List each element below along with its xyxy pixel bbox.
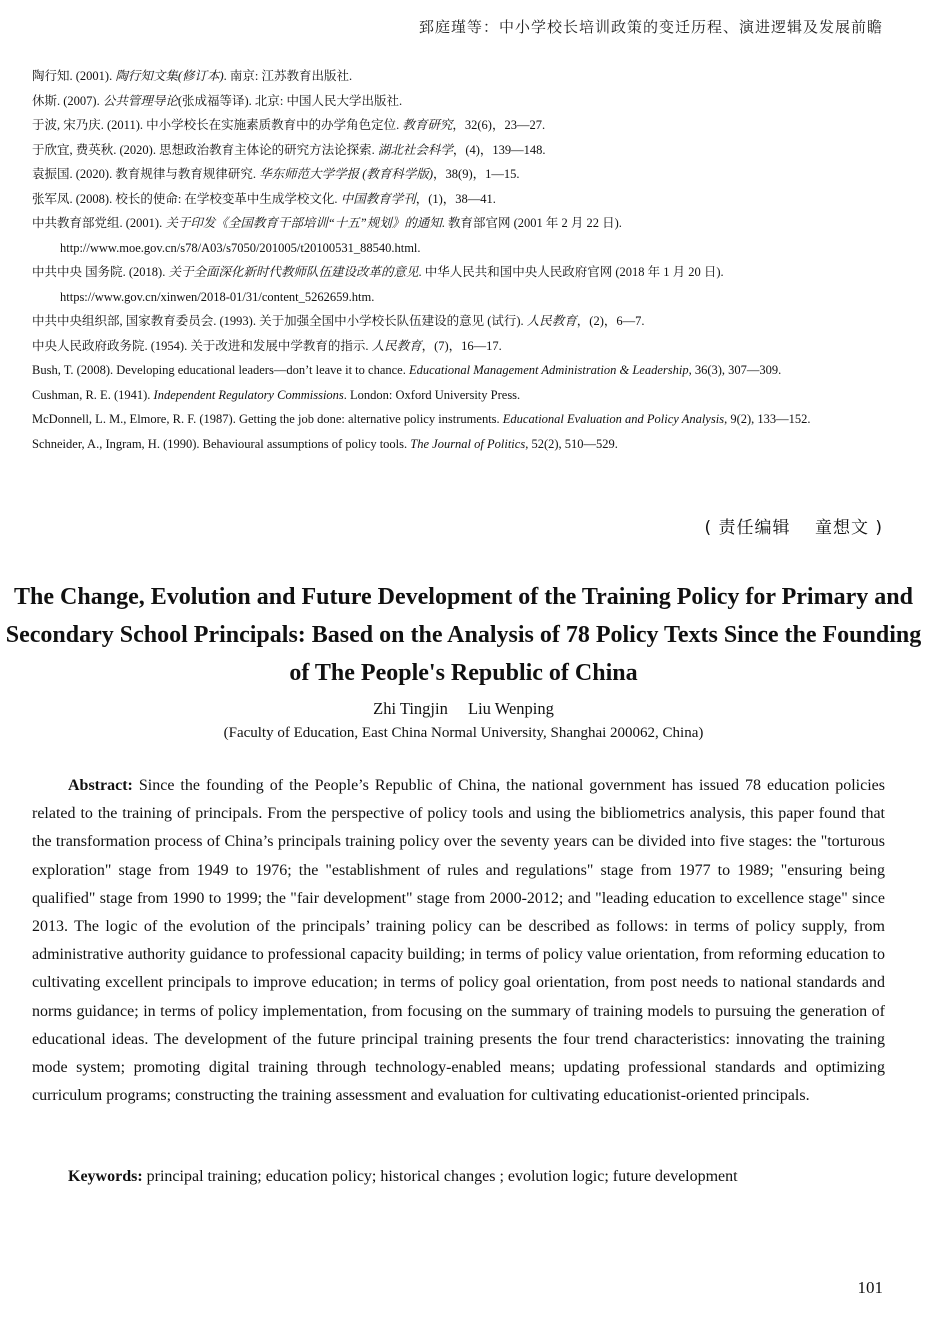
affiliation: (Faculty of Education, East China Normal University, Shanghai 200062, China) [223, 725, 704, 741]
reference-item: 中共教育部党组. (2001). 关于印发《全国教育干部培训“十五”规划》的通知. 教育部官网 (2001 年 2 月 22 日). http://www.moe.gov.cn/s78/A03/s7050/201005/t20100531_88540.html. [32, 216, 622, 255]
keywords-label: Keywords: [68, 1168, 143, 1185]
reference-item: 中共中央 国务院. (2018). 关于全面深化新时代教师队伍建设改革的意见. 中华人民共和国中央人民政府官网 (2018 年 1 月 20 日). https://www.gov.cn/xinwen/2018-01/31/content_5262659.htm. [32, 265, 724, 304]
reference-item: 中央人民政府政务院. (1954). 关于改进和发展中学教育的指示. 人民教育，(7)，16—17. [32, 338, 502, 353]
abstract-text: Since the founding of the People’s Republic of China, the national government has issued 78 education policies related to the training of principals. From the perspective of policy tools and using the bibliometrics analysis, this paper found that the transformation process of China’s principals training policy over the seventy years can be divided into five stages: the "torturous exploration" stage from 1949 to 1976; the "establishment of rules and regulations" stage from 1977 to 1989; "ensuring being qualified" stage from 1990 to 1999; the "fair development" stage from 2000-2012; and "leading education to excellence stage" since 2013. The logic of the evolution of the principals’ training policy can be described as follows: in terms of policy supply, from administrative authority guidance to professional capacity building; in terms of policy value orientation, from reforming education to cultivating excellent principals to improve education; in terms of policy goal orientation, from post needs to national standards and norms guidance; in terms of policy implementation, from focusing on the summary of training models to pursuing the generation of educational ideas. The development of the future principal training presents the four trend characteristics: innovating the training mode system; promoting digital training through technology-enabled means; updating professional standards and optimizing curriculum programs; constructing the training assessment and evaluation for cultivating educationist-oriented principals. [32, 777, 885, 1105]
reference-item: 休斯. (2007). 公共管理导论(张成福等译). 北京: 中国人民大学出版社. [32, 93, 403, 108]
abstract [32, 772, 885, 1110]
reference-item: 袁振国. (2020). 教育规律与教育规律研究. 华东师范大学学报 (教育科学版)，38(9)，1—15. [32, 167, 520, 181]
reference-list [32, 64, 885, 456]
author-name: Liu Wenping [467, 699, 554, 718]
keywords-text: principal training; education policy; historical changes ; evolution logic; future development [142, 1168, 738, 1185]
keywords [68, 1165, 885, 1189]
reference-item: 张军凤. (2008). 校长的使命: 在学校变革中生成学校文化. 中国教育学刊，(1)，38—41. [32, 191, 496, 206]
author-line [0, 699, 927, 719]
reference-item: 于欣宜, 费英秋. (2020). 思想政治教育主体论的研究方法论探索. 湖北社会科学，(4)，139—148. [32, 142, 546, 157]
page-number: 101 [857, 1278, 883, 1297]
running-head: 郅庭瑾等：中小学校长培训政策的变迁历程、演进逻辑及发展前瞻 [418, 18, 883, 36]
reference-item: McDonnell, L. M., Elmore, R. F. (1987). Getting the job done: alternative policy instruments. Educational Evaluation and Policy Analysis, 9(2), 133—152. [32, 412, 811, 426]
reference-item: 中共中央组织部, 国家教育委员会. (1993). 关于加强全国中小学校长队伍建设的意见 (试行). 人民教育，(2)，6—7. [32, 314, 645, 328]
reference-item: 陶行知. (2001). 陶行知文集(修订本). 南京: 江苏教育出版社. [32, 69, 353, 83]
author-name: Zhi Tingjin [373, 699, 448, 718]
reference-item: Bush, T. (2008). Developing educational leaders—don’t leave it to chance. Educational Management Administration & Leadership, 36(3), 307—309. [32, 363, 782, 377]
reference-item: Schneider, A., Ingram, H. (1990). Behavioural assumptions of policy tools. The Journal of Politics, 52(2), 510—529. [32, 436, 618, 451]
reference-item: 于波, 宋乃庆. (2011). 中小学校长在实施素质教育中的办学角色定位. 教育研究，32(6)，23—27. [32, 118, 546, 132]
abstract-label: Abstract: [68, 777, 133, 794]
reference-item: Cushman, R. E. (1941). Independent Regulatory Commissions. London: Oxford University Press. [32, 387, 521, 402]
paper-title: The Change, Evolution and Future Development of the Training Policy for Primary and Secondary School Principals: Based on the Analysis of 78 Policy Texts Since the Founding of The People's Republic of China [5, 584, 922, 686]
editor-note: ( 责任编辑 童想文 ) [704, 518, 883, 538]
